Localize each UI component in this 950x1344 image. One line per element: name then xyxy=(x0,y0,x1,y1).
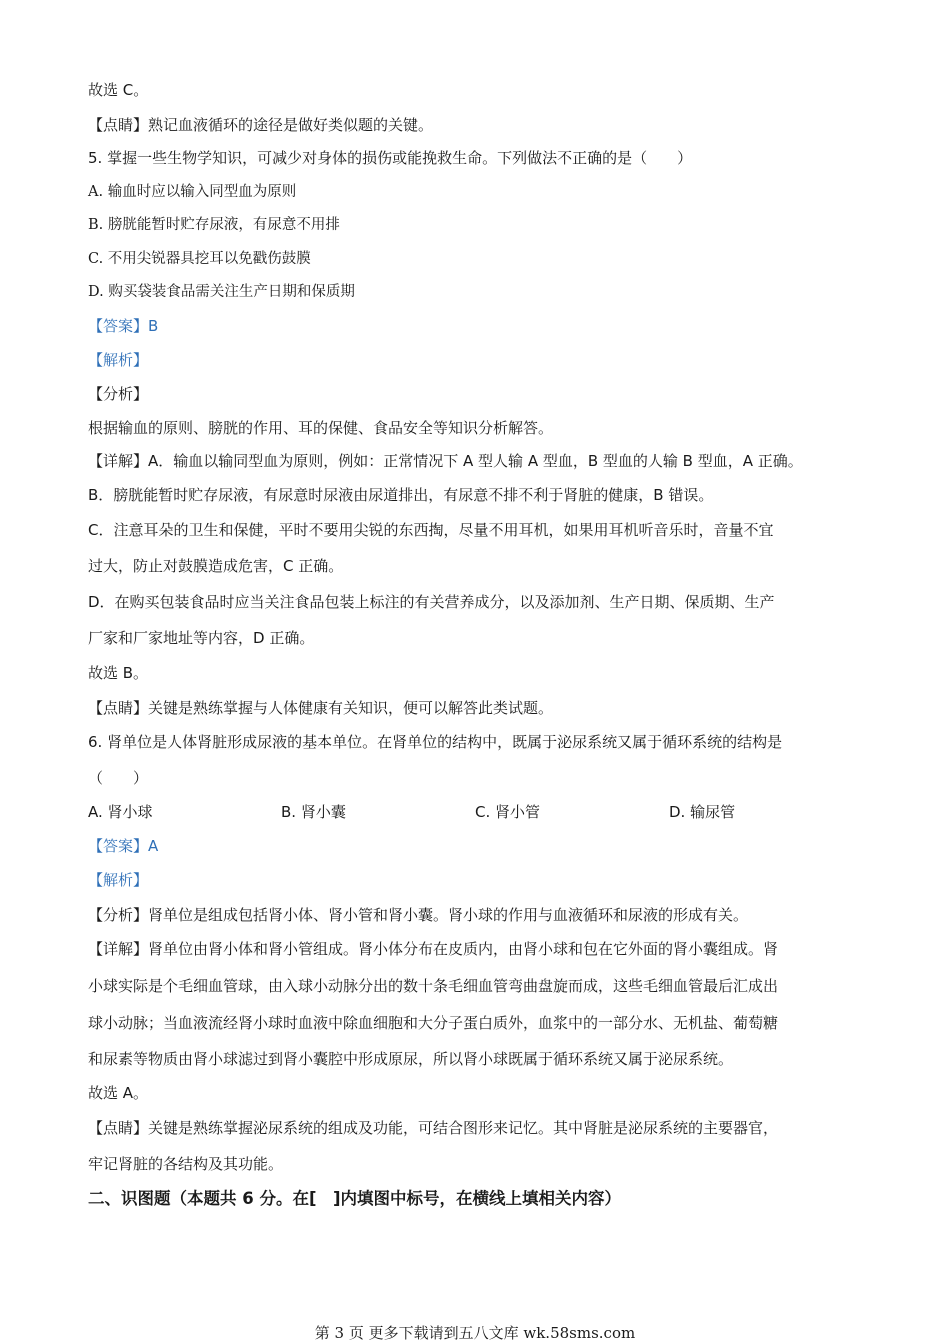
q6-choice-b: B. 肾小囊 xyxy=(281,803,346,821)
q5-answer: 【答案】B xyxy=(88,317,159,335)
question-6: 6. 肾单位是人体肾脏形成尿液的基本单位。在肾单位的结构中，既属于泌尿系统又属于循环系统的结构是 xyxy=(88,733,783,751)
q5-analysis-text: 根据输血的原则、膀胱的作用、耳的保健、食品安全等知识分析解答。 xyxy=(88,419,554,437)
q5-detail-c-1: C．注意耳朵的卫生和保健，平时不要用尖锐的东西掏，尽量不用耳机，如果用耳机听音乐时，音量不宜 xyxy=(88,521,774,539)
q5-explanation-label: 【解析】 xyxy=(88,351,149,369)
q6-detail-4: 和尿素等物质由肾小球滤过到肾小囊腔中形成原尿，所以肾小球既属于循环系统又属于泌尿系统。 xyxy=(88,1050,734,1068)
conclusion-q5: 故选 B。 xyxy=(88,664,149,682)
q6-answer: 【答案】A xyxy=(88,837,159,855)
q6-detail-2: 小球实际是个毛细血管球，由入球小动脉分出的数十条毛细血管弯曲盘旋而成，这些毛细血管最后汇成出 xyxy=(88,977,779,995)
q5-option-d: D. 购买袋装食品需关注生产日期和保质期 xyxy=(88,284,355,300)
q6-choice-a: A. 肾小球 xyxy=(88,803,153,821)
q5-detail-d-2: 厂家和厂家地址等内容，D 正确。 xyxy=(88,629,315,647)
conclusion-q4: 故选 C。 xyxy=(88,81,149,99)
q5-detail-a: 【详解】A．输血以输同型血为原则，例如：正常情况下 A 型人输 A 型血，B 型血的人输 B 型血，A 正确。 xyxy=(88,452,803,470)
q6-choice-d: D. 输尿管 xyxy=(669,803,736,821)
q5-option-c: C. 不用尖锐器具挖耳以免戳伤鼓膜 xyxy=(88,251,311,267)
q6-detail-1: 【详解】肾单位由肾小体和肾小管组成。肾小体分布在皮质内，由肾小球和包在它外面的肾小囊组成。肾 xyxy=(88,940,779,958)
q6-detail-3: 球小动脉；当血液流经肾小球时血液中除血细胞和大分子蛋白质外，血浆中的一部分水、无机盐、葡萄糖 xyxy=(88,1014,779,1032)
section-heading: 二、识图题（本题共 6 分。在[ ]内填图中标号，在横线上填相关内容） xyxy=(88,1189,622,1208)
comment-q6-1: 【点睛】关键是熟练掌握泌尿系统的组成及功能，可结合图形来记忆。其中肾脏是泌尿系统的主要器官， xyxy=(88,1119,779,1137)
comment-q4: 【点睛】熟记血液循环的途径是做好类似题的关键。 xyxy=(88,116,434,134)
q5-option-b: B. 膀胱能暂时贮存尿液，有尿意不用排 xyxy=(88,217,340,233)
q6-explanation-label: 【解析】 xyxy=(88,871,149,889)
comment-q5: 【点睛】关键是熟练掌握与人体健康有关知识，便可以解答此类试题。 xyxy=(88,699,554,717)
q5-detail-d-1: D．在购买包装食品时应当关注食品包装上标注的有关营养成分，以及添加剂、生产日期、保质期、生产 xyxy=(88,593,775,611)
conclusion-q6: 故选 A。 xyxy=(88,1084,149,1102)
q5-detail-c-2: 过大，防止对鼓膜造成危害，C 正确。 xyxy=(88,557,344,575)
q5-analysis-label: 【分析】 xyxy=(88,385,149,403)
question-5: 5. 掌握一些生物学知识，可减少对身体的损伤或能挽救生命。下列做法不正确的是（ ） xyxy=(88,149,693,167)
q5-option-a: A. 输血时应以输入同型血为原则 xyxy=(88,184,297,200)
q6-choice-c: C. 肾小管 xyxy=(475,803,541,821)
page-footer: 第 3 页 更多下载请到五八文库 wk.58sms.com xyxy=(314,1324,636,1342)
comment-q6-2: 牢记肾脏的各结构及其功能。 xyxy=(88,1155,284,1173)
q5-detail-b: B．膀胱能暂时贮存尿液，有尿意时尿液由尿道排出，有尿意不排不利于肾脏的健康，B 错误。 xyxy=(88,486,714,504)
q6-analysis: 【分析】肾单位是组成包括肾小体、肾小管和肾小囊。肾小球的作用与血液循环和尿液的形成有关。 xyxy=(88,906,749,924)
question-6-bracket: （ ） xyxy=(88,769,149,787)
